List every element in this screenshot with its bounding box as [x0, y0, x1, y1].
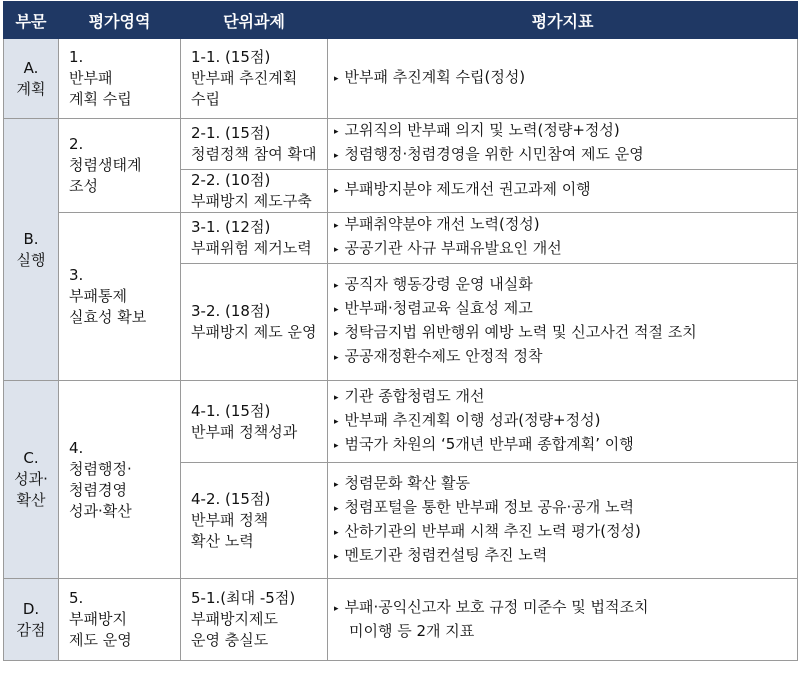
cell-line: 수립 — [191, 90, 220, 108]
cell-line: 성과·확산 — [69, 501, 132, 520]
indicator-text: 공직자 행동강령 운영 내실화 — [344, 275, 533, 293]
bullet-icon: ▸ — [334, 245, 339, 255]
cell-line: 확산 노력 — [191, 532, 254, 550]
section-cell — [4, 579, 59, 661]
cell-line: C. — [23, 449, 39, 467]
cell-line: 3-2. (18점) — [191, 302, 271, 320]
table-body — [4, 39, 798, 661]
indicator-text: 반부패 추진계획 이행 성과(정량+정성) — [344, 410, 601, 429]
bullet-icon: ▸ — [334, 221, 339, 231]
cell-line: 1. — [69, 48, 84, 66]
cell-line: 5-1.(최대 -5점) — [191, 589, 296, 607]
indicator-text: 청탁금지법 위반행위 예방 노력 및 신고사건 적절 조치 — [344, 323, 697, 341]
bullet-icon: ▸ — [334, 186, 339, 196]
cell-line: 2. — [69, 135, 84, 153]
indicator-item — [334, 597, 791, 621]
indicator-text-continued: 미이행 등 2개 지표 — [349, 622, 475, 640]
table-header-row — [4, 2, 798, 39]
cell-line: 4-2. (15점) — [191, 490, 271, 508]
cell-line: 부패방지 — [69, 610, 127, 628]
evaluation-table — [3, 1, 798, 661]
indicator-item — [334, 298, 791, 322]
bullet-icon: ▸ — [334, 416, 339, 427]
indicator-text: 부패취약분야 개선 노력(정성) — [344, 215, 540, 233]
header-indicator: 평가지표 — [328, 2, 798, 39]
indicator-text: 반부패·청렴교육 실효성 제고 — [344, 299, 533, 317]
task-cell — [181, 119, 328, 170]
bullet-icon: ▸ — [334, 604, 339, 614]
indicator-item — [334, 386, 791, 410]
bullet-icon: ▸ — [334, 329, 339, 339]
indicator-text: 청렴포털을 통한 반부패 정보 공유·공개 노력 — [344, 497, 634, 516]
indicator-item — [334, 120, 791, 144]
indicator-cell — [328, 119, 798, 170]
cell-line: 청렴경영 — [69, 480, 127, 499]
bullet-icon: ▸ — [334, 503, 339, 514]
indicator-item — [334, 473, 791, 497]
indicator-text: 공공기관 사규 부패유발요인 개선 — [344, 239, 562, 257]
bullet-icon: ▸ — [334, 305, 339, 315]
cell-line: 반부패 정책 — [191, 511, 269, 529]
cell-line: 실효성 확보 — [69, 308, 147, 326]
cell-line: 반부패 — [69, 69, 113, 87]
cell-line: 4-1. (15점) — [191, 401, 271, 420]
indicator-item — [334, 322, 791, 346]
cell-line: 계획 — [16, 79, 46, 98]
section-cell — [4, 381, 59, 579]
cell-line: 4. — [69, 438, 84, 457]
indicator-item — [334, 410, 791, 434]
task-cell — [181, 381, 328, 463]
cell-line: 제도 운영 — [69, 631, 132, 649]
cell-line: 3-1. (12점) — [191, 218, 271, 236]
indicator-item — [334, 274, 791, 298]
task-cell — [181, 170, 328, 213]
indicator-item — [334, 214, 791, 238]
bullet-icon: ▸ — [334, 281, 339, 291]
indicator-item — [334, 179, 791, 203]
cell-line: 부패방지 제도구축 — [191, 192, 312, 210]
indicator-item — [334, 346, 791, 370]
indicator-item — [334, 144, 791, 168]
cell-line: 조성 — [69, 177, 98, 195]
area-cell — [59, 381, 181, 579]
cell-line: 반부패 정책성과 — [191, 422, 298, 441]
indicator-text: 청렴행정·청렴경영을 위한 시민참여 제도 운영 — [344, 145, 644, 163]
indicator-item — [334, 434, 791, 458]
indicator-cell — [328, 264, 798, 381]
cell-line: 감점 — [16, 620, 46, 639]
area-cell — [59, 119, 181, 213]
bullet-icon: ▸ — [334, 440, 339, 451]
bullet-icon: ▸ — [334, 73, 339, 84]
area-cell — [59, 39, 181, 119]
bullet-icon: ▸ — [334, 527, 339, 538]
indicator-text: 기관 종합청렴도 개선 — [344, 386, 485, 405]
cell-line: 확산 — [16, 491, 46, 509]
table-row — [4, 39, 798, 119]
bullet-icon: ▸ — [334, 479, 339, 490]
indicator-cell — [328, 213, 798, 264]
indicator-text: 산하기관의 반부패 시책 추진 노력 평가(정성) — [344, 521, 641, 540]
area-cell — [59, 579, 181, 661]
cell-line: 청렴정책 참여 확대 — [191, 145, 317, 163]
cell-line: 계획 수립 — [69, 90, 132, 108]
table-row — [4, 579, 798, 661]
task-cell — [181, 579, 328, 661]
cell-line: 2-1. (15점) — [191, 124, 271, 142]
indicator-cell — [328, 463, 798, 579]
table-row — [4, 119, 798, 170]
bullet-icon: ▸ — [334, 353, 339, 363]
cell-line: 1-1. (15점) — [191, 48, 271, 66]
cell-line: 청렴생태계 — [69, 156, 142, 174]
bullet-icon: ▸ — [334, 392, 339, 403]
cell-line: 3. — [69, 266, 84, 284]
indicator-text: 부패방지분야 제도개선 권고과제 이행 — [344, 180, 591, 198]
indicator-text: 멘토기관 청렴컨설팅 추진 노력 — [344, 545, 548, 564]
cell-line: 부패방지제도 — [191, 610, 278, 628]
task-cell — [181, 264, 328, 381]
bullet-icon: ▸ — [334, 151, 339, 161]
indicator-cell — [328, 39, 798, 119]
cell-line: 부패통제 — [69, 287, 127, 305]
indicator-text: 범국가 차원의 ‘5개년 반부패 종합계획’ 이행 — [344, 434, 634, 453]
header-area: 평가영역 — [59, 2, 181, 39]
indicator-item — [334, 238, 791, 262]
table-row — [4, 213, 798, 264]
cell-line: 운영 충실도 — [191, 631, 269, 649]
indicator-cell — [328, 381, 798, 463]
cell-line: 부패위험 제거노력 — [191, 239, 312, 257]
section-cell — [4, 119, 59, 381]
bullet-icon: ▸ — [334, 127, 339, 137]
cell-line: B. — [23, 229, 39, 248]
task-cell — [181, 463, 328, 579]
cell-line: 실행 — [16, 250, 46, 269]
cell-line: 반부패 추진계획 — [191, 69, 298, 87]
header-task: 단위과제 — [181, 2, 328, 39]
cell-line: 부패방지 제도 운영 — [191, 323, 317, 341]
cell-line: 성과· — [14, 470, 48, 488]
table-row — [4, 381, 798, 463]
task-cell — [181, 213, 328, 264]
indicator-cell — [328, 170, 798, 213]
section-cell — [4, 39, 59, 119]
cell-line: 5. — [69, 589, 84, 607]
indicator-text: 반부패 추진계획 수립(정성) — [344, 67, 526, 86]
indicator-text: 공공재정환수제도 안정적 정착 — [344, 347, 543, 365]
area-cell — [59, 213, 181, 381]
indicator-item — [334, 521, 791, 545]
cell-line: D. — [22, 599, 40, 618]
cell-line: 청렴행정· — [69, 459, 132, 478]
indicator-item — [334, 545, 791, 569]
indicator-text: 청렴문화 확산 활동 — [344, 473, 470, 492]
cell-line: A. — [23, 58, 39, 77]
indicator-cell — [328, 579, 798, 661]
header-section: 부문 — [4, 2, 59, 39]
indicator-item — [334, 497, 791, 521]
cell-line: 2-2. (10점) — [191, 171, 271, 189]
task-cell — [181, 39, 328, 119]
indicator-text: 고위직의 반부패 의지 및 노력(정량+정성) — [344, 121, 620, 139]
indicator-item — [334, 67, 791, 91]
bullet-icon: ▸ — [334, 551, 339, 562]
indicator-text: 부패·공익신고자 보호 규정 미준수 및 법적조치 — [344, 598, 649, 616]
